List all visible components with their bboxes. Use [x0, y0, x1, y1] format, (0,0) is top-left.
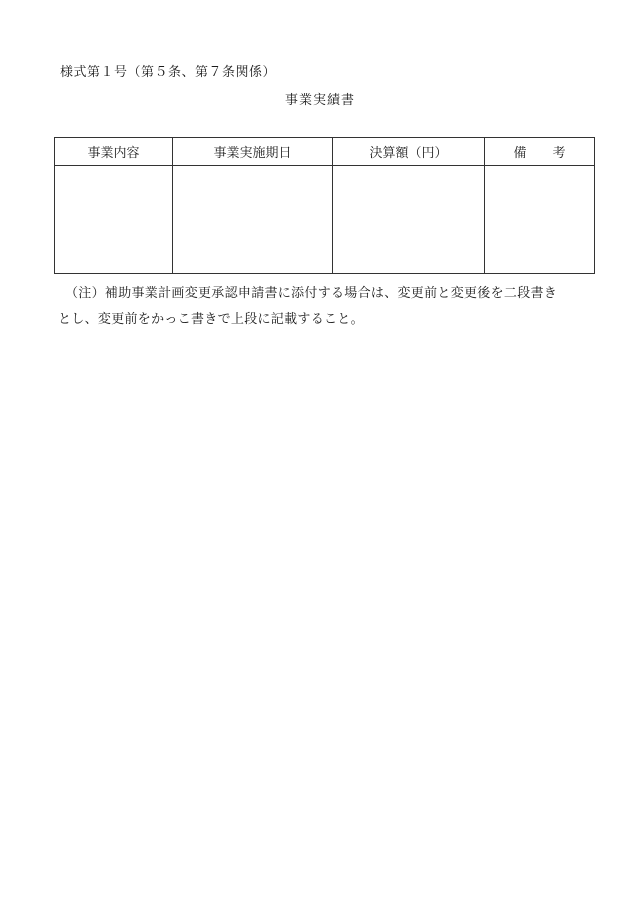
- results-table: [54, 137, 595, 274]
- footnote-line-2: とし、変更前をかっこ書きで上段に記載すること。: [58, 312, 364, 327]
- footnote-line-1: （注）補助事業計画変更承認申請書に添付する場合は、変更前と変更後を二段書き: [65, 286, 558, 301]
- table-header-row: [55, 138, 595, 166]
- cell-settlement-amount[interactable]: [333, 166, 485, 274]
- header-project-content: 事業内容: [55, 138, 173, 166]
- cell-remarks[interactable]: [485, 166, 595, 274]
- header-implementation-date: 事業実施期日: [173, 138, 333, 166]
- form-number-label: 様式第１号（第５条、第７条関係）: [60, 65, 277, 80]
- cell-project-content[interactable]: [55, 166, 173, 274]
- footnote: [58, 281, 598, 333]
- table-row: [55, 166, 595, 274]
- header-remarks: 備 考: [485, 138, 595, 166]
- header-settlement-amount: 決算額（円）: [333, 138, 485, 166]
- document-title: 事業実績書: [284, 93, 355, 108]
- cell-implementation-date[interactable]: [173, 166, 333, 274]
